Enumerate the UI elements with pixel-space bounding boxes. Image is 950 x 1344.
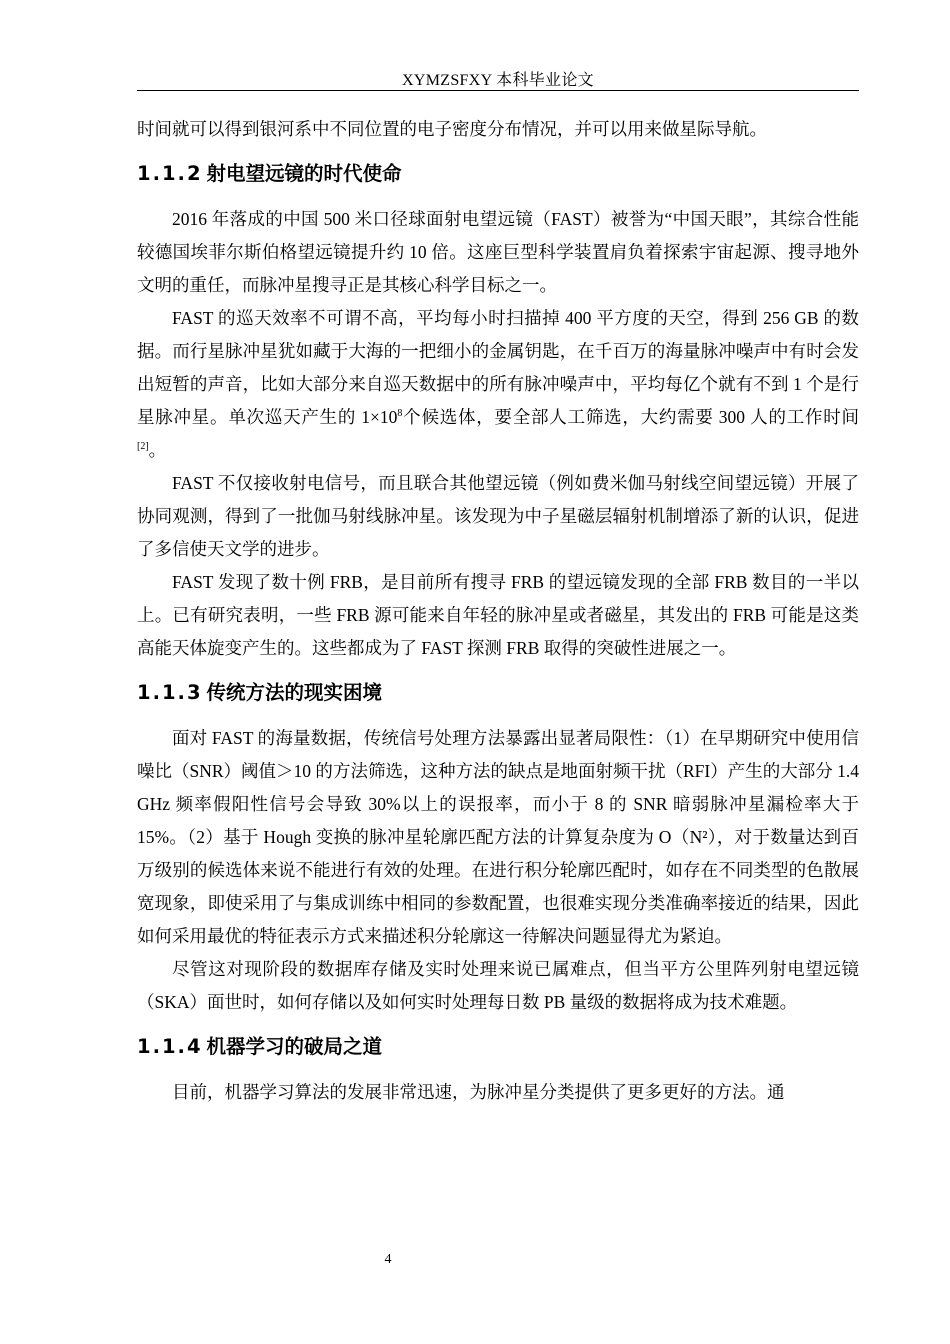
exponent: 8 bbox=[397, 408, 403, 419]
page-number: 4 bbox=[384, 1252, 392, 1267]
section-heading-1-1-2 bbox=[137, 157, 859, 191]
header-divider bbox=[137, 90, 859, 91]
paragraph: 面对 FAST 的海量数据，传统信号处理方法暴露出显著局限性：（1）在早期研究中使用信噪比（SNR）阈值＞10 的方法筛选，这种方法的缺点是地面射频干扰（RFI）产生的大部分 1.4 GHz 频率假阳性信号会导致 30%以上的误报率，而小于 8 的 SNR 暗弱脉冲星漏检率大于 15%。（2）基于 Hough 变换的脉冲星轮廓匹配方法的计算复杂度为 O（N²），对于数量达到百万级别的候选体来说不能进行有效的处理。在进行积分轮廓匹配时，如存在不同类型的色散展宽现象，即使采用了与集成训练中相同的参数配置，也很难实现分类准确率接近的结果，因此如何采用最优的特征表示方式来描述积分轮廓这一待解决问题显得尤为紧迫。 bbox=[137, 728, 859, 946]
paragraph: 2016 年落成的中国 500 米口径球面射电望远镜（FAST）被誉为“中国天眼”，其综合性能较德国埃菲尔斯伯格望远镜提升约 10 倍。这座巨型科学装置肩负着探索宇宙起源、搜寻地外文明的重任，而脉冲星搜寻正是其核心科学目标之一。 bbox=[137, 209, 859, 295]
section-title: 射电望远镜的时代使命 bbox=[206, 162, 402, 185]
paragraph-text: FAST 的巡天效率不可谓不高，平均每小时扫描掉 400 平方度的天空，得到 256 GB 的数据。而行星脉冲星犹如藏于大海的一把细小的金属钥匙，在千百万的海量脉冲噪声中有时会发出短暂的声音，比如大部分来自巡天数据中的所有脉冲噪声中，平均每亿个就有不到 1 个是行星脉冲星。单次巡天产生的 1×10 bbox=[137, 308, 859, 427]
section-number: 1.1.4 bbox=[137, 1035, 203, 1058]
section-title: 机器学习的破局之道 bbox=[206, 1035, 383, 1058]
section-heading-1-1-4 bbox=[137, 1030, 859, 1064]
paragraph-text: 。 bbox=[148, 440, 167, 460]
section-heading-1-1-3 bbox=[137, 676, 859, 710]
paragraph: FAST 发现了数十例 FRB，是目前所有搜寻 FRB 的望远镜发现的全部 FRB 数目的一半以上。已有研究表明，一些 FRB 源可能来自年轻的脉冲星或者磁星，其发出的 FRB 可能是这类高能天体旋变产生的。这些都成为了 FAST 探测 FRB 取得的突破性进展之一。 bbox=[137, 572, 859, 658]
paragraph-continuation: 时间就可以得到银河系中不同位置的电子密度分布情况，并可以用来做星际导航。 bbox=[137, 119, 767, 139]
paragraph: FAST 不仅接收射电信号，而且联合其他望远镜（例如费米伽马射线空间望远镜）开展了协同观测，得到了一批伽马射线脉冲星。该发现为中子星磁层辐射机制增添了新的认识，促进了多信使天文学的进步。 bbox=[137, 473, 859, 559]
section-number: 1.1.2 bbox=[137, 162, 203, 185]
document-body bbox=[137, 113, 859, 1109]
paragraph-with-reference bbox=[137, 302, 859, 467]
paragraph: 尽管这对现阶段的数据库存储及实时处理来说已属难点，但当平方公里阵列射电望远镜（SKA）面世时，如何存储以及如何实时处理每日数 PB 量级的数据将成为技术难题。 bbox=[137, 959, 859, 1012]
section-title: 传统方法的现实困境 bbox=[206, 681, 383, 704]
paragraph: 目前，机器学习算法的发展非常迅速，为脉冲星分类提供了更多更好的方法。通 bbox=[172, 1082, 785, 1102]
paragraph-text: 个候选体，要全部人工筛选，大约需要 300 人的工作时间 bbox=[402, 407, 859, 427]
section-number: 1.1.3 bbox=[137, 681, 203, 704]
citation-reference[interactable]: [2] bbox=[137, 441, 149, 452]
running-header: XYMZSFXY 本科毕业论文 bbox=[402, 72, 594, 89]
